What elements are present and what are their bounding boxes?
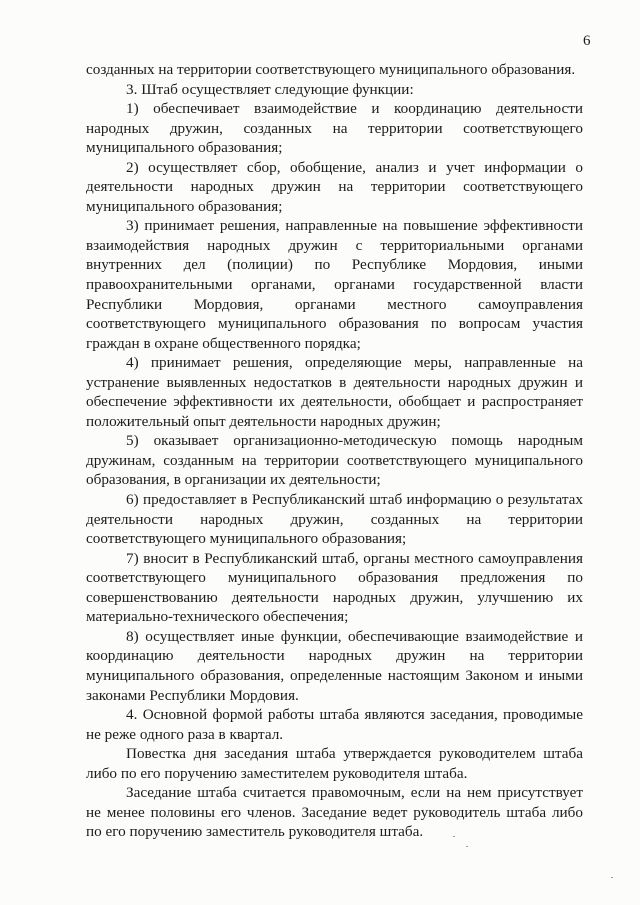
paragraph-item-7: 7) вносит в Республиканский штаб, органы местного самоуправления соответствующего муниципального образования предложения по совершенствованию деятельности народных дружин, улучшению их материально-технического обеспечения; bbox=[86, 549, 583, 626]
paragraph-item-8: 8) осуществляет иные функции, обеспечивающие взаимодействие и координацию деятельности народных дружин на территории муниципального образования, определенные настоящим Законом и иными законами Республики Мордовия. bbox=[86, 627, 583, 704]
scan-speck bbox=[611, 877, 613, 878]
scan-speck bbox=[466, 846, 468, 847]
scan-speck bbox=[453, 836, 455, 837]
paragraph-item-3: 3) принимает решения, направленные на повышение эффективности взаимодействия народных дружин с территориальными органами внутренних дел (полиции) по Республике Мордовия, иными правоохранительными органами, органами государственной власти Республики Мордовия, органами местного самоуправления соответствующего муниципального образования по вопросам участия граждан в охране общественного порядка; bbox=[86, 217, 583, 352]
paragraph-quorum: Заседание штаба считается правомочным, если на нем присутствует не менее половины его членов. Заседание ведет руководитель штаба либо по его поручению заместитель руководителя штаба. bbox=[86, 784, 583, 841]
paragraph-item-5: 5) оказывает организационно-методическую помощь народным дружинам, созданным на территории соответствующего муниципального образования, в организации их деятельности; bbox=[86, 432, 583, 489]
paragraph-item-6: 6) предоставляет в Республиканский штаб информацию о результатах деятельности народных дружин, созданных на территории соответствующего муниципального образования; bbox=[86, 491, 583, 548]
paragraph-section-3-heading: 3. Штаб осуществляет следующие функции: bbox=[126, 80, 414, 98]
paragraph-item-1: 1) обеспечивает взаимодействие и координацию деятельности народных дружин, созданных на территории соответствующего муниципального образования; bbox=[86, 100, 583, 157]
document-body bbox=[86, 60, 583, 842]
paragraph-continuation: созданных на территории соответствующего муниципального образования. bbox=[86, 61, 576, 78]
paragraph-agenda: Повестка дня заседания штаба утверждается руководителем штаба либо по его поручению заместителем руководителя штаба. bbox=[86, 745, 583, 782]
paragraph-section-4: 4. Основной формой работы штаба являются заседания, проводимые не реже одного раза в квартал. bbox=[86, 706, 583, 743]
paragraph-item-4: 4) принимает решения, определяющие меры, направленные на устранение выявленных недостатков в деятельности народных дружин и обеспечение эффективности их деятельности, обобщает и распространяет положительный опыт деятельности народных дружин; bbox=[86, 354, 583, 430]
paragraph-item-2: 2) осуществляет сбор, обобщение, анализ и учет информации о деятельности народных дружин на территории соответствующего муниципального образования; bbox=[86, 158, 583, 215]
page-number: 6 bbox=[583, 33, 591, 49]
